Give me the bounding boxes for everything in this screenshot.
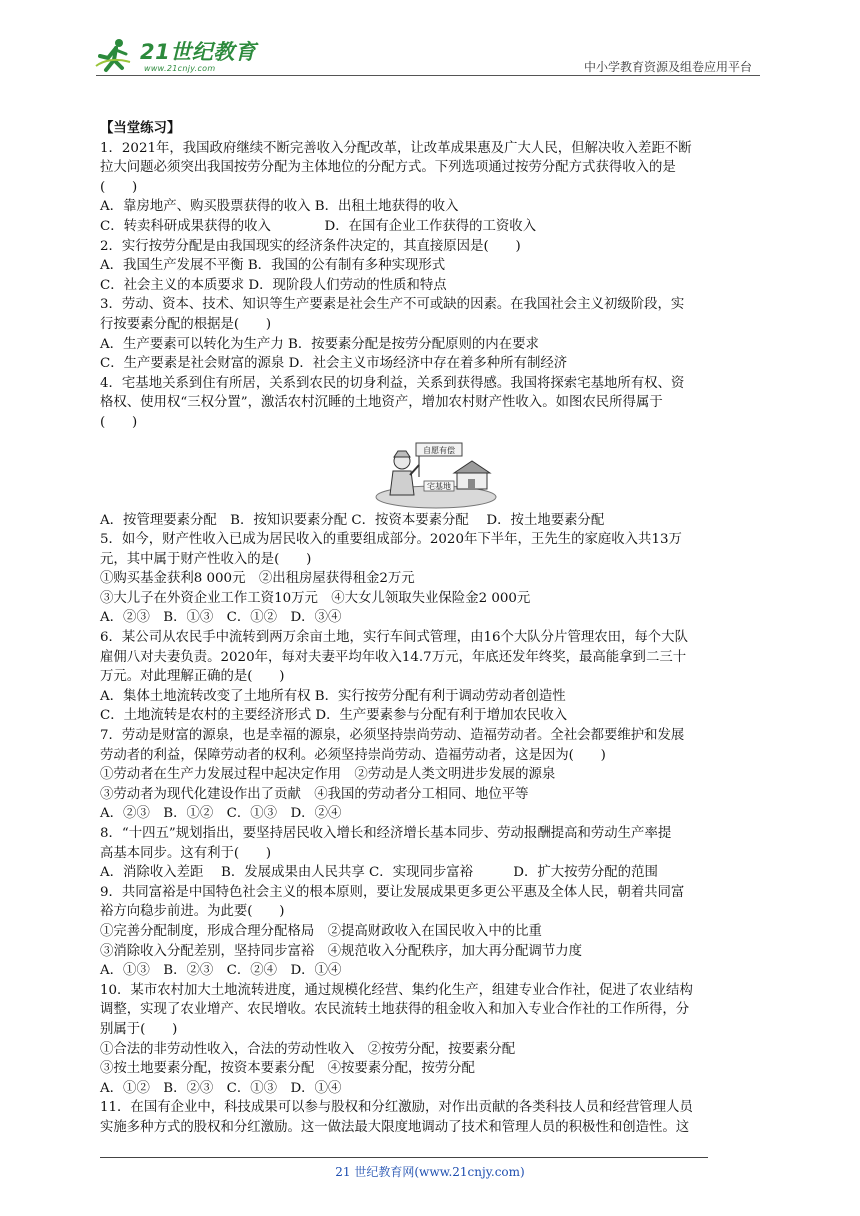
text-line: ③按土地要素分配，按资本要素分配 ④按要素分配，按劳分配 xyxy=(100,1061,475,1077)
text-line: A．②③ B．①③ C．①② D．③④ xyxy=(100,610,342,626)
text-line: 5．如今，财产性收入已成为居民收入的重要组成部分。2020年下半年，王先生的家庭收入共13万 xyxy=(100,532,682,548)
section-title: 【当堂练习】 xyxy=(100,121,181,136)
text-line: ③大儿子在外资企业工作工资10万元 ④大女儿领取失业保险金2 000元 xyxy=(100,590,531,606)
text-line: ( ) xyxy=(100,179,138,195)
question-block-a xyxy=(100,139,768,433)
logo-url: www.21cnjy.com xyxy=(144,64,216,73)
footer-link[interactable]: 21 世纪教育网(www.21cnjy.com) xyxy=(335,1165,525,1179)
text-line: C．生产要素是社会财富的源泉 D．社会主义市场经济中存在着多种所有制经济 xyxy=(100,356,568,372)
text-line: C．转卖科研成果获得的收入 D．在国有企业工作获得的工资收入 xyxy=(100,218,537,234)
text-line: A．按管理要素分配 B．按知识要素分配 C．按资本要素分配 D．按土地要素分配 xyxy=(100,512,605,528)
text-line: 雇佣八对夫妻负责。2020年，每对夫妻平均年收入14.7万元，年底还发年终奖，最高能拿到二三十 xyxy=(100,649,687,665)
text-line: A．靠房地产、购买股票获得的收入 B．出租土地获得的收入 xyxy=(100,199,459,215)
text-line: A．①③ B．②③ C．②④ D．①④ xyxy=(100,963,342,979)
question-4-figure xyxy=(100,437,768,509)
text-line: A．①② B．②③ C．①③ D．①④ xyxy=(100,1080,342,1096)
text-line: ③消除收入分配差别，坚持同步富裕 ④规范收入分配秩序，加大再分配调节力度 xyxy=(100,943,583,959)
text-line: 格权、使用权“三权分置”，激活农村沉睡的土地资产，增加农村财产性收入。如图农民所得属于 xyxy=(100,395,663,411)
text-line: 2．实行按劳分配是由我国现实的经济条件决定的，其直接原因是( ) xyxy=(100,238,521,254)
text-line: 4．宅基地关系到住有所居，关系到农民的切身利益，关系到获得感。我国将探索宅基地所有权、资 xyxy=(100,375,685,391)
text-line: 拉大问题必须突出我国按劳分配为主体地位的分配方式。下列选项通过按劳分配方式获得收入的是 xyxy=(100,160,676,176)
text-line: 8．“十四五”规划指出，要坚持居民收入增长和经济增长基本同步、劳动报酬提高和劳动生产率提 xyxy=(100,826,672,841)
text-line: 9．共同富裕是中国特色社会主义的根本原则，要让发展成果更多更公平惠及全体人民，朝着共同富 xyxy=(100,884,685,900)
runner-logo-icon xyxy=(94,36,134,76)
house-label: 宅基地 xyxy=(427,481,451,491)
text-line: 调整，实现了农业增产、农民增收。农民流转土地获得的租金收入和加入专业合作社的工作所得，分 xyxy=(100,1002,690,1018)
text-line: A．②③ B．①② C．①③ D．②④ xyxy=(100,806,342,822)
text-line: 10．某市农村加大土地流转进度，通过规模化经营、集约化生产，组建专业合作社，促进了农业结构 xyxy=(100,982,693,998)
text-line: 元，其中属于财产性收入的是( ) xyxy=(100,551,312,567)
text-line: 1．2021年，我国政府继续不断完善收入分配改革，让改革成果惠及广大人民，但解决收入差距不断 xyxy=(100,140,692,156)
text-line: 别属于( ) xyxy=(100,1021,178,1037)
text-line: ①合法的非劳动性收入，合法的劳动性收入 ②按劳分配，按要素分配 xyxy=(100,1041,516,1057)
text-line: A．消除收入差距 B．发展成果由人民共享 C．实现同步富裕 D．扩大按劳分配的范围 xyxy=(100,865,658,881)
platform-name: 中小学教育资源及组卷应用平台 xyxy=(583,60,752,74)
text-line: ③劳动者为现代化建设作出了贡献 ④我国的劳动者分工相同、地位平等 xyxy=(100,786,529,802)
text-line: 7．劳动是财富的源泉，也是幸福的源泉，必须坚持崇尚劳动、造福劳动者。全社会都要维护和发展 xyxy=(100,728,685,744)
exercise-content xyxy=(100,119,768,1138)
homestead-illustration xyxy=(372,437,500,509)
text-line: 万元。对此理解正确的是( ) xyxy=(100,669,285,685)
text-line: C．社会主义的本质要求 D．现阶段人们劳动的性质和特点 xyxy=(100,277,447,293)
logo-text: 21世纪教育 xyxy=(140,40,257,64)
text-line: ①购买基金获利8 000元 ②出租房屋获得租金2万元 xyxy=(100,571,415,587)
text-line: C．土地流转是农村的主要经济形式 D．生产要素参与分配有利于增加农民收入 xyxy=(100,708,568,724)
page-footer[interactable] xyxy=(0,1163,860,1180)
question-block-b xyxy=(100,511,768,1138)
text-line: 11．在国有企业中，科技成果可以参与股权和分红激励，对作出贡献的各类科技人员和经营管理人员 xyxy=(100,1100,693,1116)
text-line: ①劳动者在生产力发展过程中起决定作用 ②劳动是人类文明进步发展的源泉 xyxy=(100,767,556,783)
footer-divider xyxy=(100,1157,708,1158)
text-line: 6．某公司从农民手中流转到两万余亩土地，实行车间式管理，由16个大队分片管理农田，每个大队 xyxy=(100,630,688,646)
text-line: 劳动者的利益，保障劳动者的权利。必须坚持崇尚劳动、造福劳动者，这是因为( ) xyxy=(100,747,606,763)
text-line: 裕方向稳步前进。为此要( ) xyxy=(100,904,285,920)
sign-text: 自愿有偿 xyxy=(423,445,455,455)
header-divider xyxy=(96,75,760,76)
text-line: ①完善分配制度，形成合理分配格局 ②提高财政收入在国民收入中的比重 xyxy=(100,923,542,939)
text-line: 行按要素分配的根据是( ) xyxy=(100,316,272,332)
text-line: A．我国生产发展不平衡 B．我国的公有制有多种实现形式 xyxy=(100,258,446,274)
text-line: A．集体土地流转改变了土地所有权 B．实行按劳分配有利于调动劳动者创造性 xyxy=(100,688,566,704)
site-logo[interactable] xyxy=(92,34,262,78)
text-line: ( ) xyxy=(100,414,138,430)
page-header xyxy=(92,34,760,78)
text-line: A．生产要素可以转化为生产力 B．按要素分配是按劳分配原则的内在要求 xyxy=(100,336,539,352)
text-line: 高基本同步。这有利于( ) xyxy=(100,845,272,861)
text-line: 实施多种方式的股权和分红激励。这一做法最大限度地调动了技术和管理人员的积极性和创造性。这 xyxy=(100,1119,690,1135)
text-line: 3．劳动、资本、技术、知识等生产要素是社会生产不可或缺的因素。在我国社会主义初级阶段，实 xyxy=(100,297,685,313)
